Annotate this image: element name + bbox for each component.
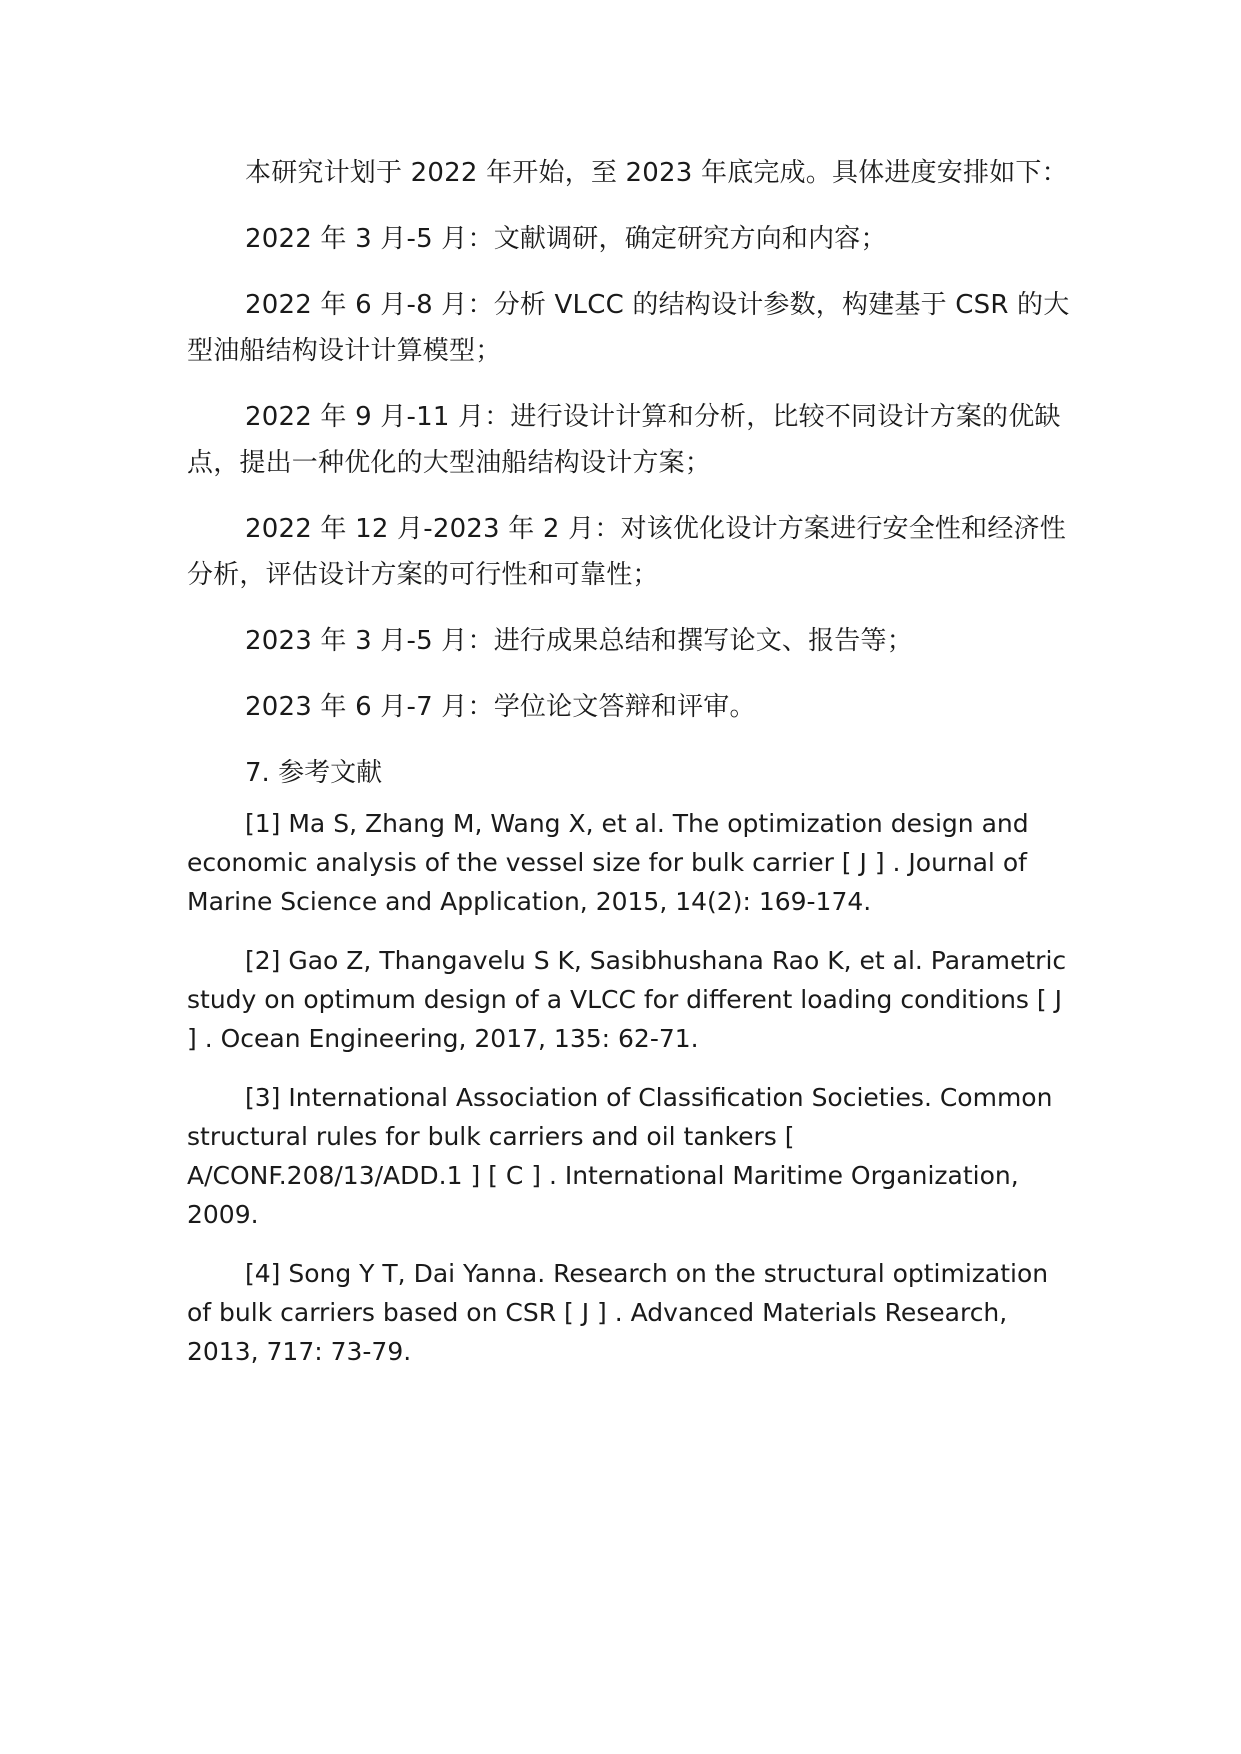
schedule-item: 2022 年 6 月-8 月：分析 VLCC 的结构设计参数，构建基于 CSR 的大型油船结构设计计算模型； — [187, 290, 1070, 366]
references-heading: 7. 参考文献 — [245, 758, 383, 788]
reference-item: [1] Ma S, Zhang M, Wang X, et al. The optimization design and economic analysis of the vessel size for bulk carrier [ J ] . Journal of Marine Science and Application, 2015, 14(2): 169-174. — [187, 809, 1029, 916]
reference-item: [4] Song Y T, Dai Yanna. Research on the structural optimization of bulk carriers based on CSR [ J ] . Advanced Materials Research, 2013, 717: 73-79. — [187, 1259, 1049, 1366]
document-body — [187, 150, 1077, 1391]
reference-item: [2] Gao Z, Thangavelu S K, Sasibhushana Rao K, et al. Parametric study on optimum design of a VLCC for different loading conditions [ J ] . Ocean Engineering, 2017, 135: 62-71. — [187, 946, 1067, 1053]
reference-item: [3] International Association of Classification Societies. Common structural rules for bulk carriers and oil tankers [ A/CONF.208/13/ADD.1 ] [ C ] . International Maritime Organization, 2009. — [187, 1083, 1053, 1229]
schedule-item: 2023 年 6 月-7 月：学位论文答辩和评审。 — [245, 692, 756, 722]
schedule-intro: 本研究计划于 2022 年开始，至 2023 年底完成。具体进度安排如下： — [245, 158, 1068, 188]
schedule-item: 2023 年 3 月-5 月：进行成果总结和撰写论文、报告等； — [245, 626, 913, 656]
schedule-item: 2022 年 3 月-5 月：文献调研，确定研究方向和内容； — [245, 224, 887, 254]
schedule-item: 2022 年 9 月-11 月：进行设计计算和分析，比较不同设计方案的优缺点，提出一种优化的大型油船结构设计方案； — [187, 402, 1061, 478]
schedule-item: 2022 年 12 月-2023 年 2 月：对该优化设计方案进行安全性和经济性分析，评估设计方案的可行性和可靠性； — [187, 514, 1066, 590]
